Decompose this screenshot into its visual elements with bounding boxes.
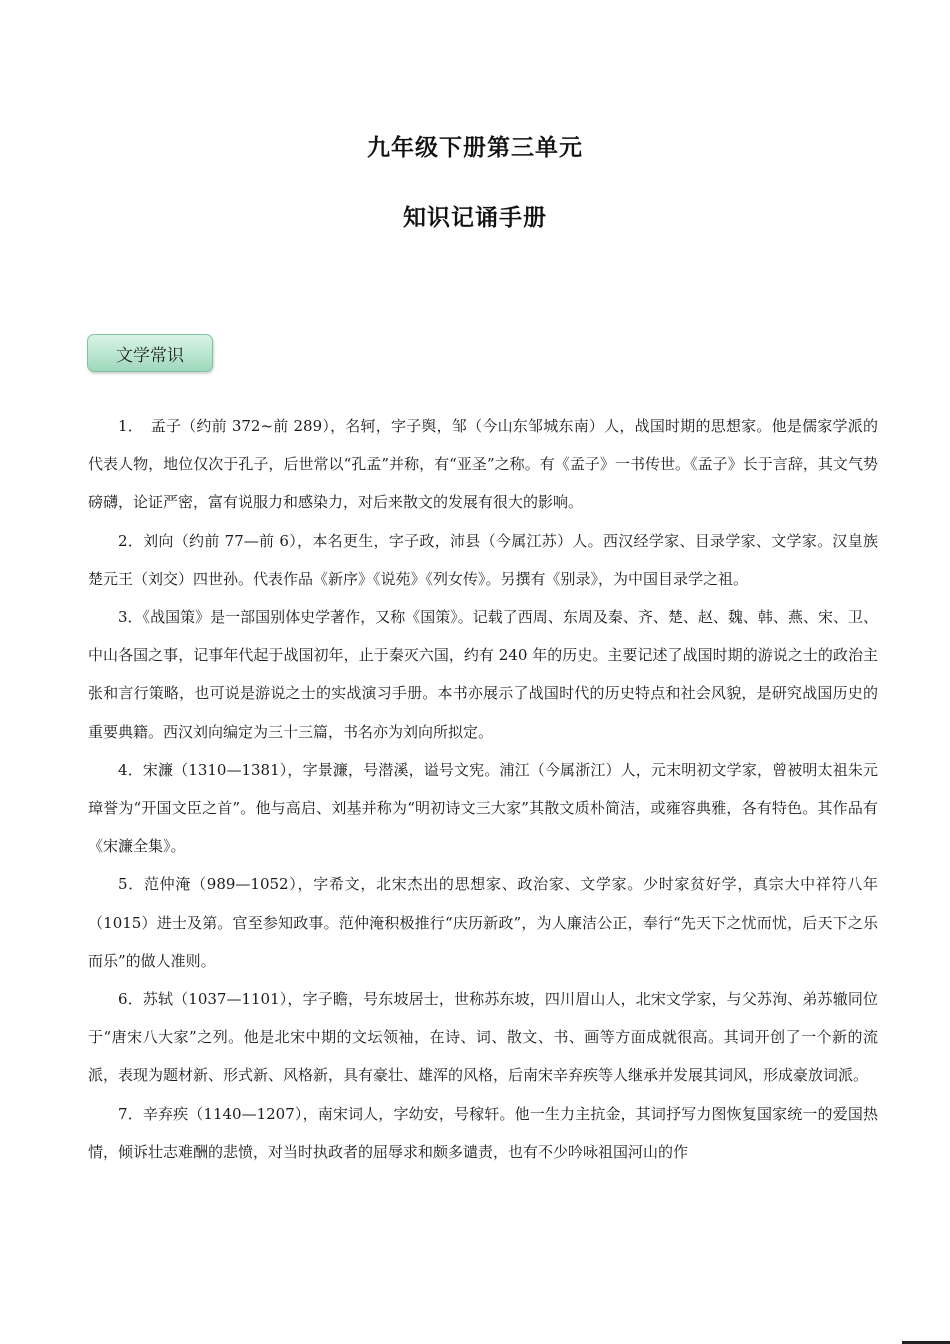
paragraph-su-shi: 6．苏轼（1037—1101），字子瞻，号东坡居士，世称苏东坡，四川眉山人，北宋文学家，与父苏洵、弟苏辙同位于“唐宋八大家”之列。他是北宋中期的文坛领袖，在诗、词、散文、书、画等方面成就很高。其词开创了一个新的流派，表现为题材新、形式新、风格新，具有豪壮、雄浑的风格，后南宋辛弃疾等人继承并发展其词风，形成豪放词派。 — [88, 990, 878, 1085]
section-label-literary-knowledge: 文学常识 — [87, 334, 213, 372]
paragraph-song-lian: 4．宋濂（1310—1381），字景濂，号潜溪，谥号文宪。浦江（今属浙江）人，元末明初文学家，曾被明太祖朱元璋誉为“开国文臣之首”。他与高启、刘基并称为“明初诗文三大家”其散文质朴简洁，或雍容典雅，各有特色。其作品有《宋濂全集》。 — [88, 760, 878, 856]
paragraph-liu-xiang: 2．刘向（约前 77—前 6），本名更生，字子政，沛县（今属江苏）人。西汉经学家、目录学家、文学家。汉皇族楚元王（刘交）四世孙。代表作品《新序》《说苑》《列女传》。另撰有《别录》，为中国目录学之祖。 — [88, 531, 878, 588]
paragraph-mencius: 1． 孟子（约前 372~前 289），名轲，字子舆，邹（今山东邹城东南）人，战国时期的思想家。他是儒家学派的代表人物，地位仅次于孔子，后世常以“孔孟”并称，有“亚圣”之称。有《孟子》一书传世。《孟子》长于言辞，其文气势磅礴，论证严密，富有说服力和感染力，对后来散文的发展有很大的影响。 — [88, 417, 878, 512]
paragraph-fan-zhongyan: 5．范仲淹（989—1052），字希文，北宋杰出的思想家、政治家、文学家。少时家贫好学，真宗大中祥符八年（1015）进士及第。官至参知政事。范仲淹积极推行“庆历新政”，为人廉洁公正，奉行“先天下之忧而忧，后天下之乐而乐”的做人准则。 — [88, 875, 878, 970]
paragraph-zhanguoce: 3．《战国策》是一部国别体史学著作，又称《国策》。记载了西周、东周及秦、齐、楚、赵、魏、韩、燕、宋、卫、中山各国之事，记事年代起于战国初年，止于秦灭六国，约有 240 年的历史。主要记述了战国时期的游说之士的政治主张和言行策略，也可说是游说之士的实战演习手册。本书亦展示了战国时代的历史特点和社会风貌，是研究战国历史的重要典籍。西汉刘向编定为三十三篇，书名亦为刘向所拟定。 — [88, 608, 878, 741]
paragraph-xin-qiji: 7．辛弃疾（1140—1207），南宋词人，字幼安，号稼轩。他一生力主抗金，其词抒写力图恢复国家统一的爱国热情，倾诉壮志难酬的悲愤，对当时执政者的屈辱求和颇多谴责，也有不少吟咏祖国河山的作 — [88, 1104, 878, 1161]
document-title: 九年级下册第三单元 — [367, 135, 583, 161]
body-text — [88, 407, 878, 1171]
document-subtitle: 知识记诵手册 — [403, 205, 547, 231]
